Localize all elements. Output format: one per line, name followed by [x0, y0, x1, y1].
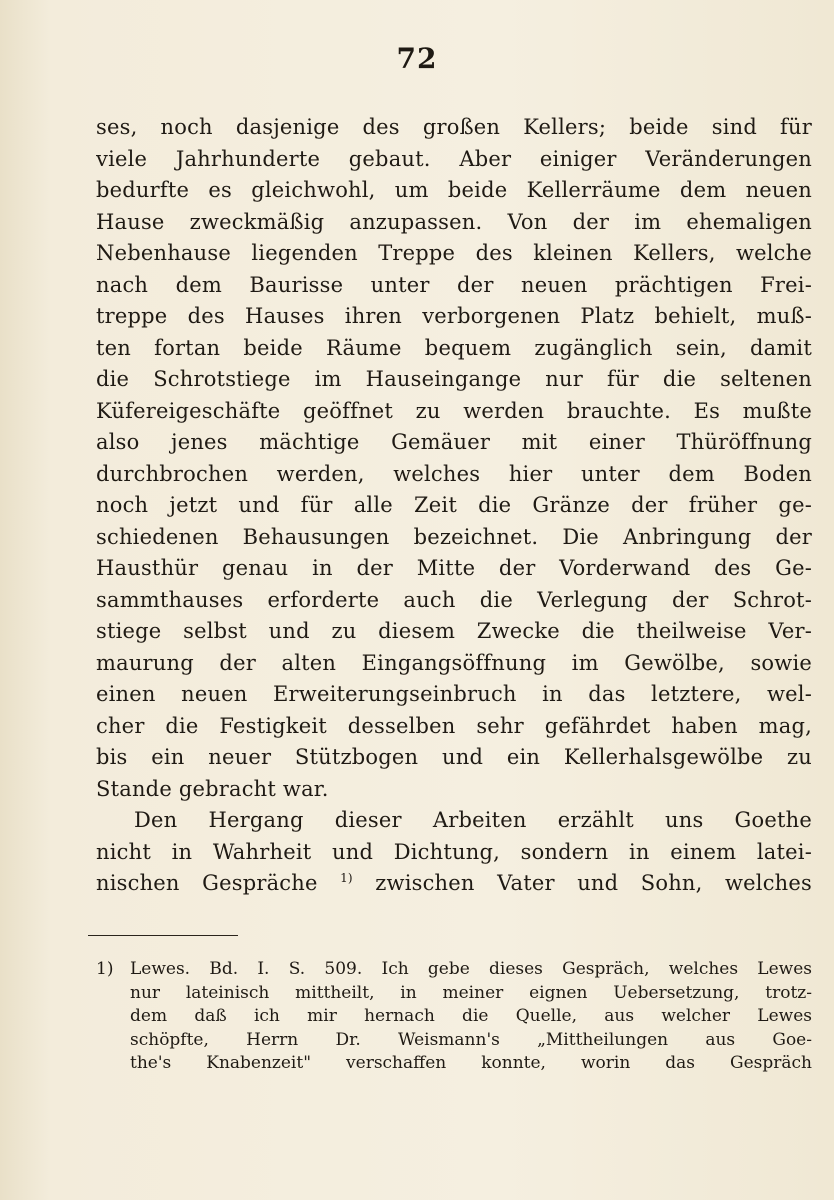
text-line: nach dem Baurisse unter der neuen prächtigen Frei- — [96, 272, 812, 297]
main-text — [96, 112, 812, 900]
text-segment: nischen Gespräche — [96, 871, 318, 895]
text-line: Küfereigeschäfte geöffnet zu werden brauchte. Es mußte — [96, 398, 812, 423]
text-line: cher die Festigkeit desselben sehr gefährdet haben mag, — [96, 713, 812, 738]
paragraph-start-line: Den Hergang dieser Arbeiten erzählt uns Goethe — [134, 808, 812, 832]
text-line: die Schrotstiege im Hauseingange nur für die seltenen — [96, 367, 812, 391]
footnote-line — [96, 958, 812, 982]
text-line: maurung der alten Eingangsöffnung im Gewölbe, sowie — [96, 650, 812, 675]
footnote — [96, 958, 812, 1076]
footnote-text: Lewes. Bd. I. S. 509. Ich gebe dieses Gespräch, welches Lewes — [130, 959, 812, 979]
text-line: Hausthür genau in der Mitte der Vorderwand des Ge- — [96, 556, 812, 580]
text-line: nicht in Wahrheit und Dichtung, sondern in einem latei- — [96, 839, 812, 864]
text-line: bis ein neuer Stützbogen und ein Kellerhalsgewölbe zu — [96, 745, 812, 769]
text-line: ten fortan beide Räume bequem zugänglich sein, damit — [96, 335, 812, 360]
text-line: treppe des Hauses ihren verborgenen Platz behielt, muß- — [96, 304, 812, 328]
footnote-line: schöpfte, Herrn Dr. Weismann's „Mittheilungen aus Goe- — [130, 1029, 812, 1050]
text-line — [96, 868, 812, 900]
text-line: viele Jahrhunderte gebaut. Aber einiger Veränderungen — [96, 146, 812, 171]
footnote-line: nur lateinisch mittheilt, in meiner eignen Uebersetzung, trotz- — [130, 982, 812, 1003]
text-segment: zwischen Vater und Sohn, welches — [375, 871, 812, 895]
text-line: bedurfte es gleichwohl, um beide Kellerräume dem neuen — [96, 178, 812, 202]
text-line: ses, noch dasjenige des großen Kellers; beide sind für — [96, 115, 812, 139]
footnote-reference: 1) — [340, 871, 353, 885]
footnote-separator — [88, 935, 238, 936]
text-line: sammthauses erforderte auch die Verlegung der Schrot- — [96, 587, 812, 612]
footnote-line: dem daß ich mir hernach die Quelle, aus welcher Lewes — [130, 1006, 812, 1026]
text-line: Hause zweckmäßig anzupassen. Von der im ehemaligen — [96, 209, 812, 234]
text-line: durchbrochen werden, welches hier unter dem Boden — [96, 461, 812, 486]
text-line: noch jetzt und für alle Zeit die Gränze der früher ge- — [96, 493, 812, 517]
text-line: Nebenhause liegenden Treppe des kleinen Kellers, welche — [96, 241, 812, 265]
footnote-marker: 1) — [96, 959, 114, 979]
text-line: also jenes mächtige Gemäuer mit einer Thüröffnung — [96, 430, 812, 454]
text-line: einen neuen Erweiterungseinbruch in das letztere, wel- — [96, 682, 812, 706]
text-line: Stande gebracht war. — [96, 776, 329, 801]
page-number: 72 — [396, 42, 438, 75]
text-line: stiege selbst und zu diesem Zwecke die theilweise Ver- — [96, 619, 812, 643]
text-line: schiedenen Behausungen bezeichnet. Die Anbringung der — [96, 524, 812, 549]
footnote-line: the's Knabenzeit" verschaffen konnte, worin das Gespräch — [130, 1053, 812, 1073]
